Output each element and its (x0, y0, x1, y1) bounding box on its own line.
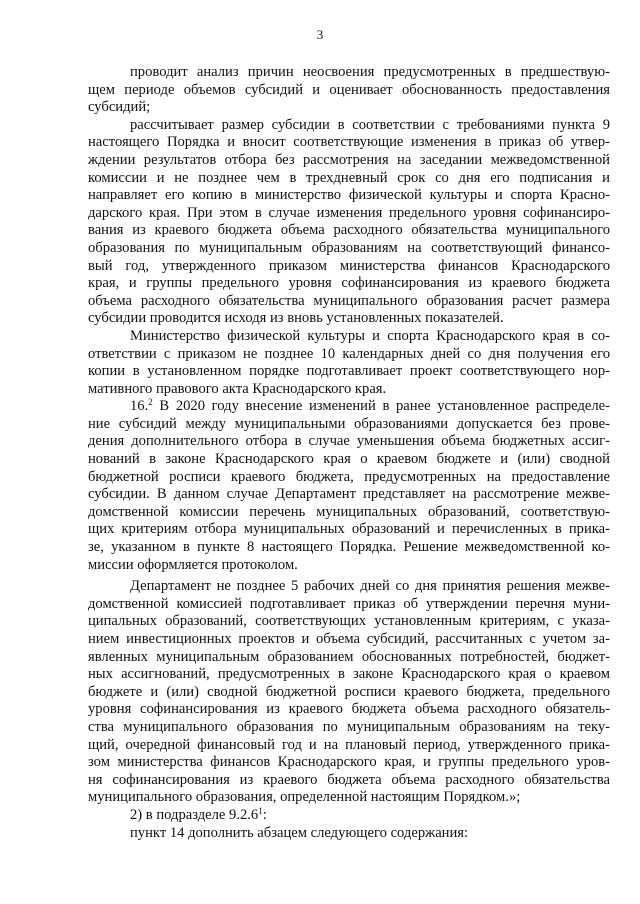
text-line: рассчитывает размер субсидии в соответствии с требованиями пункта 9 (130, 116, 610, 133)
text-line: субсидии проводится исходя из вновь установленных показателей. (88, 310, 504, 327)
text-line: вый год, утвержденного приказом министерства финансов Краснодарского (88, 257, 610, 274)
text-line-content: В 2020 году внесение изменений в ранее установленное распределе- (152, 398, 610, 415)
text-line: направляет его копию в министерство физической культуры и спорта Красно- (88, 187, 610, 204)
text-line: Министерство физической культуры и спорта Краснодарского края в со- (130, 327, 610, 344)
text-line: мативного правового акта Краснодарского края. (88, 380, 387, 397)
text-line (88, 398, 610, 416)
text-line: уровня софинансирования из краевого бюджета объема расходного обязатель- (88, 701, 610, 718)
page-number: 3 (316, 27, 324, 42)
text-line: бюджетной росписи краевого бюджета, предусмотренных на предоставление (88, 468, 610, 485)
text-line: ных ассигнований, предусмотренных в законе Краснодарского края о краевом (88, 666, 610, 683)
text-line: субсидий; (88, 99, 151, 116)
text-line-tail: : (262, 806, 267, 823)
paragraph (88, 328, 610, 398)
text-line: бюджете и (или) сводной бюджетной росписи краевого бюджета, предельного (88, 683, 610, 700)
text-line: домственной комиссией подготавливает приказ об утверждении перечня муни- (88, 595, 610, 612)
text-line: образования по муниципальным образованиям на соответствующий финансо- (88, 239, 610, 256)
subsection-superscript: 1 (258, 805, 263, 816)
text-line: Департамент не позднее 5 рабочих дней со дня принятия решения межве- (130, 578, 610, 595)
text-line: комиссии и не позднее чем в трехдневный срок со дня его подписания и (88, 169, 610, 186)
text-line: проводит анализ причин неосвоения предусмотренных в предшествую- (130, 64, 610, 80)
text-line: миссии оформляется протоколом. (88, 556, 298, 573)
text-line: дения дополнительного отбора в случае уменьшения объема бюджетных ассиг- (88, 433, 610, 450)
text-line: настоящего Порядка и вносит соответствующие изменения в приказ об утвер- (88, 134, 610, 151)
text-line: нием инвестиционных проектов и объема субсидий, рассчитанных с учетом за- (88, 631, 610, 647)
text-line: дарского края. При этом в случае изменения предельного уровня софинансиро- (88, 204, 610, 221)
text-line: муниципального образования, определенной настоящим Порядком.»; (88, 789, 521, 806)
text-line: ответствии с приказом не позднее 10 календарных дней со дня получения его (88, 345, 610, 362)
paragraph (88, 117, 610, 328)
paragraph-section-16-2 (88, 398, 610, 574)
text-line: копии в установленном порядке подготавливает проект соответствующего нор- (88, 363, 610, 380)
paragraph (88, 825, 610, 843)
section-number: 16. (130, 398, 149, 415)
text-line: щих критериям отбора муниципальных образований и перечисленных в прика- (88, 521, 610, 538)
text-line: вания из краевого бюджета объема расходного обязательства муниципального (88, 222, 610, 239)
paragraph (88, 64, 610, 117)
text-line (88, 807, 610, 825)
text-line: ждении результатов отбора без рассмотрения на заседании межведомственной (88, 151, 610, 168)
paragraph-subsection-item (88, 807, 610, 825)
text-line: явленных муниципальным образованием обоснованных потребностей, бюджет- (88, 648, 610, 665)
text-line: ципальных образований, соответствующих установленным критериям, с указа- (88, 613, 610, 630)
text-line: субсидии. В данном случае Департамент представляет на рассмотрение межве- (88, 486, 610, 503)
text-line: нований в законе Краснодарского края о краевом бюджете и (или) сводной (88, 451, 610, 468)
text-line: ства муниципального образования по муниципальным образованиям на теку- (88, 718, 610, 735)
text-line: ня софинансирования из краевого бюджета объема расходного обязательства (88, 771, 610, 788)
text-line: ние субсидий между муниципальными образованиями допускается без прове- (88, 415, 610, 432)
text-line: зом министерства финансов Краснодарского края, и группы предельного уров- (88, 754, 610, 771)
text-line: щий, очередной финансовый год и на плановый период, утвержденного прика- (88, 736, 610, 753)
text-line: домственной комиссии перечень муниципальных образований, соответствую- (88, 503, 610, 520)
paragraph (88, 578, 610, 807)
text-line-content: 2) в подразделе 9.2.6 (130, 806, 259, 823)
text-line: пункт 14 дополнить абзацем следующего содержания: (130, 824, 469, 841)
text-line: края, и группы предельного уровня софинансирования из краевого бюджета (88, 275, 610, 292)
document-body (88, 64, 610, 842)
section-number-superscript: 2 (148, 397, 153, 408)
text-line: зе, указанном в пункте 8 настоящего Порядка. Решение межведомственной ко- (88, 539, 610, 556)
text-line: объема расходного обязательства муниципального образования расчет размера (88, 292, 610, 309)
text-line: щем периоде объемов субсидий и оценивает обоснованность предоставления (88, 81, 610, 98)
